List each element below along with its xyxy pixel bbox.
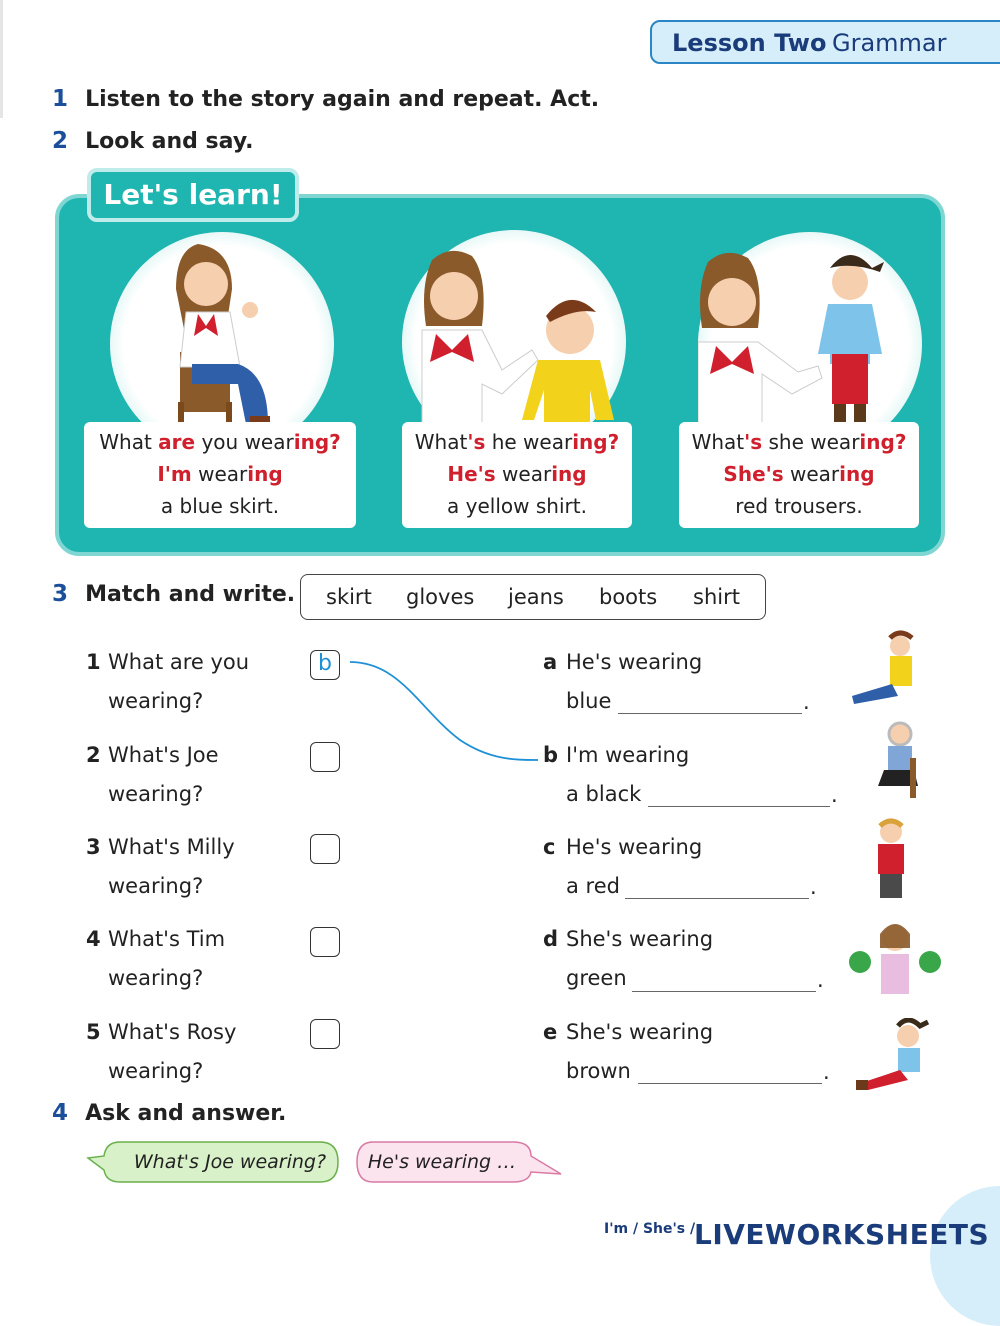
blank-line-b[interactable]	[648, 806, 830, 807]
word-bank-item: jeans	[508, 585, 564, 609]
answer-box-5[interactable]	[310, 1019, 340, 1049]
grandmother-sitting-illustration	[870, 718, 926, 804]
blank-line-e[interactable]	[638, 1083, 822, 1084]
speech-bubble-question: What's Joe wearing?	[133, 1151, 327, 1173]
grammar-card-1: What are you wearing? I'm wearing a blue skirt.	[84, 422, 356, 528]
answer-box-4[interactable]	[310, 927, 340, 957]
blank-line-d[interactable]	[632, 991, 816, 992]
blank-line-a[interactable]	[618, 713, 802, 714]
blank-line-c[interactable]	[625, 898, 809, 899]
speech-bubble-answer: He's wearing …	[367, 1151, 517, 1173]
word-bank	[300, 574, 766, 620]
grammar-card-3: What's she wearing? She's wearing red trousers.	[679, 422, 919, 528]
instruction-text: Listen to the story again and repeat. Act.	[85, 87, 600, 112]
question-3: 3 What's Milly wearing?	[86, 835, 235, 898]
lets-learn-title: Let's learn!	[87, 168, 299, 222]
answer-d: d She's wearing green	[543, 927, 714, 990]
exercise-3-heading: 3 Match and write.	[52, 581, 296, 607]
instruction-2	[52, 128, 254, 154]
boy-red-shirt-illustration	[866, 818, 916, 902]
illustration-circle-2	[402, 230, 626, 454]
girl-sitting-brown-boots-illustration	[850, 1018, 940, 1092]
instruction-number: 2	[52, 128, 69, 154]
answer-b: b I'm wearing a black	[543, 743, 690, 806]
instruction-number: 1	[52, 86, 69, 112]
grammar-card-2: What's he wearing? He's wearing a yellow shirt.	[402, 422, 632, 528]
liveworksheets-logo: LIVEWORKSHEETS	[694, 1218, 990, 1251]
answer-box-1[interactable]: b	[310, 650, 340, 680]
lesson-header	[650, 20, 1000, 64]
instruction-text: Look and say.	[85, 129, 254, 154]
question-5: 5 What's Rosy wearing?	[86, 1020, 237, 1083]
word-bank-item: boots	[599, 585, 658, 609]
answer-a: a He's wearing blue	[543, 650, 703, 713]
answer-c: c He's wearing a red	[543, 835, 703, 898]
question-4: 4 What's Tim wearing?	[86, 927, 226, 990]
word-bank-item: skirt	[326, 585, 372, 609]
page-corner-circle	[930, 1186, 1000, 1326]
word-bank-item: gloves	[406, 585, 475, 609]
lesson-label: Lesson Two	[672, 29, 827, 57]
match-connector-line	[340, 650, 550, 770]
answer-e: e She's wearing brown	[543, 1020, 714, 1083]
boy-sitting-yellow-shirt-illustration	[848, 630, 928, 710]
page-edge	[0, 0, 3, 118]
section-label: Grammar	[832, 29, 947, 57]
word-bank-item: shirt	[693, 585, 740, 609]
footer-text: I'm / She's /	[604, 1221, 696, 1237]
answer-box-2[interactable]	[310, 742, 340, 772]
exercise-4-heading: 4 Ask and answer.	[52, 1100, 287, 1126]
answer-box-3[interactable]	[310, 834, 340, 864]
question-1: 1 What are you wearing?	[86, 650, 250, 713]
teacher-and-boy-illustration	[402, 230, 626, 454]
girl-green-gloves-illustration	[848, 918, 942, 1000]
instruction-1	[52, 86, 599, 112]
question-2: 2 What's Joe wearing?	[86, 743, 219, 806]
